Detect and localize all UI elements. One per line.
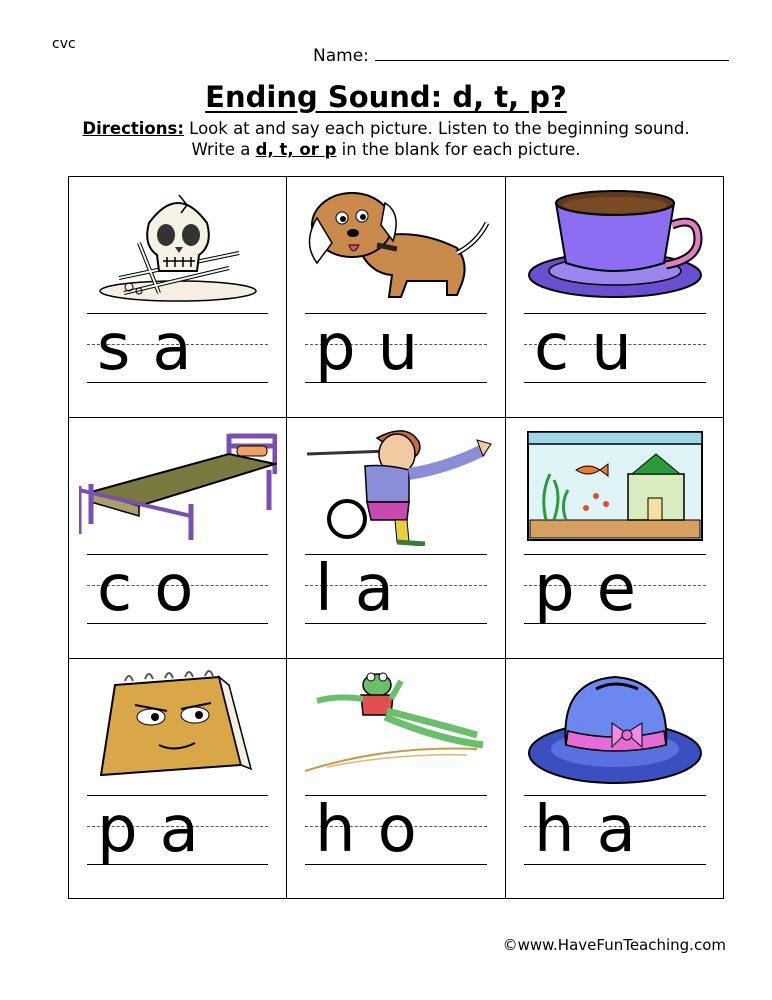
cot-icon xyxy=(79,424,277,546)
worksheet-cell xyxy=(506,418,724,659)
hat-icon xyxy=(516,665,714,787)
worksheet-cell xyxy=(287,659,506,898)
word-stem: cu xyxy=(534,311,654,385)
directions xyxy=(0,118,772,160)
word-stem: sa xyxy=(97,311,214,385)
page-title: Ending Sound: d, t, p? xyxy=(205,80,567,114)
puppy-icon xyxy=(297,183,495,305)
word-stem: pu xyxy=(315,311,441,385)
word-stem: ho xyxy=(315,793,439,867)
directions-line2-start: Write a xyxy=(191,140,256,159)
worksheet-cell xyxy=(69,659,287,898)
skeleton-icon xyxy=(79,183,277,305)
worksheet-cell xyxy=(287,177,506,418)
corner-label: cvc xyxy=(52,36,76,52)
word-stem: ha xyxy=(534,793,658,867)
worksheet-cell xyxy=(287,418,506,659)
worksheet-cell xyxy=(69,418,287,659)
pad-icon xyxy=(79,665,277,787)
cup-icon xyxy=(516,183,714,305)
directions-letters: d, t, or p xyxy=(255,140,337,159)
word-stem: la xyxy=(315,552,416,626)
name-line xyxy=(313,46,729,66)
name-label: Name: xyxy=(313,46,369,66)
worksheet-cell xyxy=(506,659,724,898)
word-stem: pa xyxy=(97,793,221,867)
pet-fish-tank-icon xyxy=(516,424,714,546)
word-stem: co xyxy=(97,552,216,626)
directions-line2-end: in the blank for each picture. xyxy=(336,140,581,159)
lad-icon xyxy=(297,424,495,546)
word-stem: pe xyxy=(534,552,658,626)
directions-text: Look at and say each picture. Listen to the beginning sound. xyxy=(183,119,690,138)
hop-frog-icon xyxy=(297,665,495,787)
worksheet-cell xyxy=(506,177,724,418)
worksheet-grid xyxy=(68,176,724,899)
name-blank[interactable] xyxy=(375,46,729,61)
copyright-footer: ©www.HaveFunTeaching.com xyxy=(502,936,726,954)
directions-label: Directions: xyxy=(82,119,184,138)
worksheet-cell xyxy=(69,177,287,418)
